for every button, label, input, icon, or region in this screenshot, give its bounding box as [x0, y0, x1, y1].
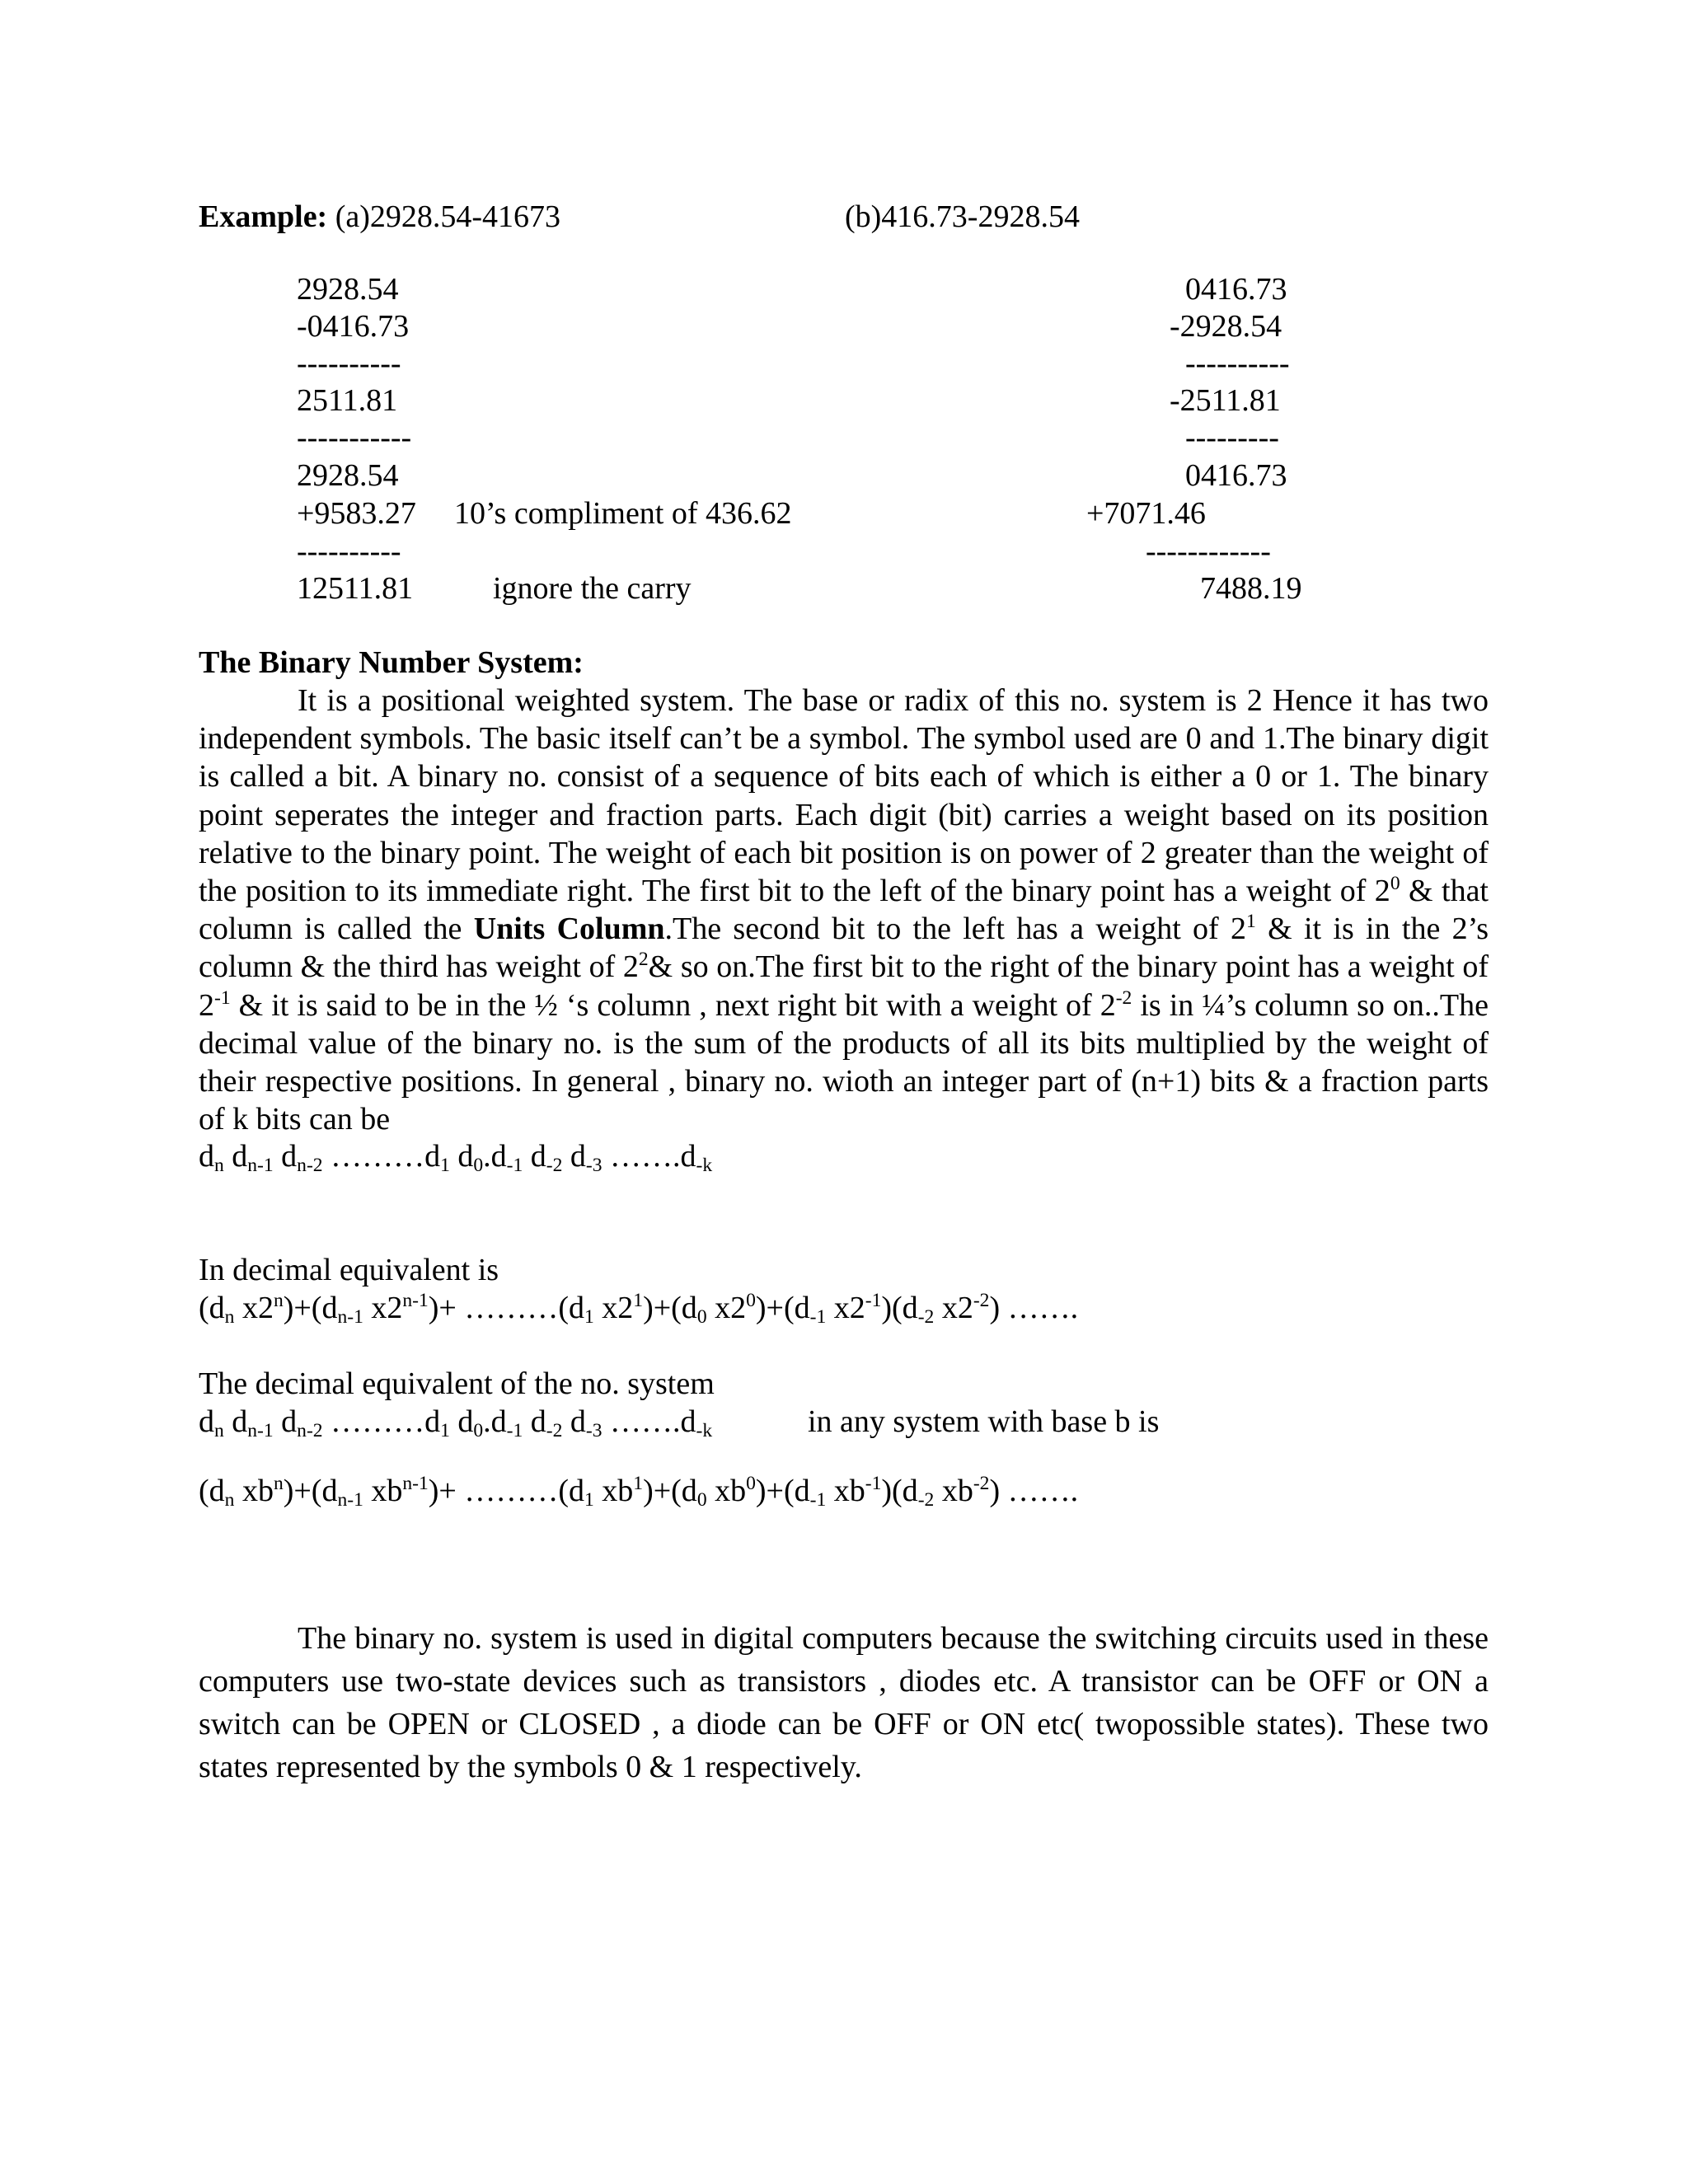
a-line-3: 2511.81 — [297, 383, 398, 418]
a-line-2: -0416.73 — [297, 309, 410, 344]
b-line-1: 0416.73 — [1185, 272, 1287, 307]
b-line-4: 0416.73 — [1185, 458, 1287, 493]
b-line-2: -2928.54 — [1170, 309, 1282, 344]
b-divider-1: ---------- — [1185, 346, 1290, 381]
paragraph-text-5: & so on.The first bit to the right of the binary point has a weight of 2 — [199, 949, 1489, 1023]
paragraph-text-4: & it is in the 2’s column & the third has weight of 2 — [199, 912, 1489, 985]
b-divider-2: --------- — [1185, 420, 1279, 455]
b-line-5: +7071.46 — [1086, 496, 1206, 531]
superscript-2: 2 — [638, 949, 649, 971]
a-divider-2: ----------- — [297, 420, 412, 455]
formula-base-2: ($d_n$ $x2^n)+(d_{n-1}$ $x2^{n-1})+$ $\dots\dots\dots(d_1$ $x2^1)+(d_0$ $x2^0)+(d_{-1}$ $x2^{-1})(d_{-2}$ $x2^{-2}$) ……. — [199, 1289, 1079, 1328]
digit-sequence-1: $d_n$ $d_{n-1}$ $d_{n-2}$ $\dots\dots\dots d_1$ $d_0.d_{-1}$ $d_{-2}$ $d_{-3}$ $\dots\dots.d_{-k}$ — [199, 1139, 713, 1176]
superscript-0: 0 — [1390, 872, 1400, 894]
units-column-term: Units Column — [473, 912, 665, 947]
a-line-5: +9583.27 — [297, 496, 416, 531]
digit-sequence-2: $d_n$ $d_{n-1}$ $d_{n-2}$ $\dots\dots\dots d_1$ $d_0.d_{-1}$ $d_{-2}$ $d_{-3}$ $\dots\dots.d_{-k}$ — [199, 1404, 713, 1441]
example-b-title: (b)416.73-2928.54 — [845, 199, 1080, 234]
any-base-label: in any system with base b is — [808, 1404, 1160, 1439]
a-note-ignore-carry: ignore the carry — [493, 571, 692, 606]
superscript-minus-2: -2 — [1115, 987, 1132, 1009]
a-line-4: 2928.54 — [297, 458, 399, 493]
a-note-complement: 10’s compliment of 436.62 — [454, 496, 792, 531]
formula-base-b: ($d_n$ $xb^n)+(d_{n-1}$ $xb^{n-1})+$ $\dots\dots\dots(d_1$ $xb^1)+(d_0$ $xb^0)+(d_{-1}$ $xb^{-1})(d_{-2}$ $xb^{-2}$) ……. — [199, 1472, 1079, 1511]
decimal-equivalent-label: In decimal equivalent is — [199, 1253, 499, 1287]
paragraph-text-2: & that column is called the — [199, 874, 1489, 947]
closing-paragraph — [199, 1617, 1489, 1788]
a-line-6: 12511.81 — [297, 571, 414, 606]
paragraph-text-1: It is a positional weighted system. The base or radix of this no. system is 2 Hence it has two independent symbols. The basic itself can’t be a symbol. The symbol used are 0 and 1.The binary digit is called a bit. A binary no. consist of a sequence of bits each of which is either a 0 or 1. The binary point seperates the integer and fraction parts. Each digit (bit) carries a weight based on its position relative to the binary point. The weight of each bit position is on power of 2 greater than the weight of the position to its immediate right. The first bit to the left of the binary point has a weight of 2 — [199, 683, 1489, 909]
b-line-3: -2511.81 — [1170, 383, 1281, 418]
paragraph-text-6: & it is said to be in the ½ ‘s column , next right bit with a weight of 2 — [230, 987, 1116, 1023]
paragraph-text-7: is in ¼’s column so on..The decimal value of the binary no. is the sum of the products of all its bits multiplied by the weight of their respective positions. In general , binary no. wioth an integer part of (n+1) bits & a fraction parts of k bits can be — [199, 987, 1489, 1137]
paragraph-text-3: .The second bit to the left has a weight of 2 — [664, 912, 1247, 947]
b-line-6: 7488.19 — [1200, 571, 1302, 606]
section-heading: The Binary Number System: — [199, 645, 584, 680]
decimal-equivalent-base-label: The decimal equivalent of the no. system — [199, 1366, 715, 1401]
a-line-1: 2928.54 — [297, 272, 399, 307]
b-divider-3: ------------ — [1146, 534, 1271, 569]
example-a-title: (a)2928.54-41673 — [335, 199, 561, 234]
superscript-1: 1 — [1246, 911, 1256, 933]
binary-paragraph — [199, 682, 1489, 1138]
a-divider-3: ---------- — [297, 534, 401, 569]
example-label: Example: — [199, 199, 328, 234]
a-divider-1: ---------- — [297, 346, 401, 381]
example-heading — [199, 198, 560, 236]
closing-paragraph-text: The binary no. system is used in digital computers because the switching circuits used in these computers use two-state devices such as transistors , diodes etc. A transistor can be OFF or ON a switch can be OPEN or CLOSED , a diode can be OFF or ON etc( twopossible states). These two states represented by the symbols 0 & 1 respectively. — [199, 1621, 1489, 1784]
superscript-minus-1: -1 — [214, 987, 231, 1009]
